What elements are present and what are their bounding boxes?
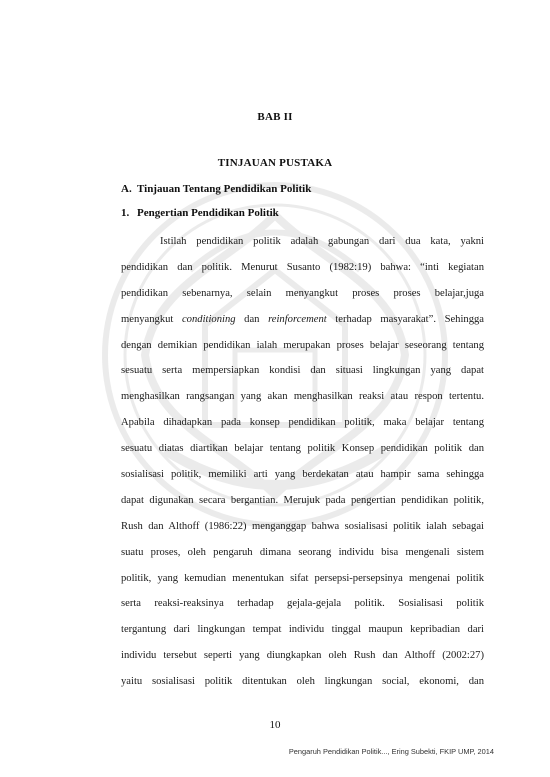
section-marker: A.: [121, 183, 132, 195]
paragraph-line: [121, 281, 484, 307]
text-run: politik, yang kemudian menentukan sifat persepsi-persepsinya mengenai politik: [121, 572, 484, 584]
paragraph-line: [121, 255, 484, 281]
text-run: sesuatu serta mempersiapkan kondisi dan situasi lingkungan yang dapat: [121, 365, 484, 377]
text-run: sosialisasi politik, memiliki arti yang berdekatan atau hampir sama sehingga: [121, 469, 484, 481]
paragraph-line: [121, 333, 484, 359]
paragraph-line: [121, 643, 484, 669]
paragraph-line: [121, 617, 484, 643]
paragraph-line: [121, 462, 484, 488]
subsection-title: Pengertian Pendidikan Politik: [137, 207, 279, 219]
page-footer: Pengaruh Pendidikan Politik..., Ering Subekti, FKIP UMP, 2014: [288, 747, 494, 756]
text-run: pendidikan dan politik. Menurut Susanto (1982:19) bahwa: “inti kegiatan: [121, 261, 484, 273]
text-run: dan: [235, 313, 269, 325]
text-run: suatu proses, oleh pengaruh dimana seorang individu bisa mengenali sistem: [121, 546, 484, 558]
text-run: menyangkut: [121, 313, 182, 325]
paragraph-line: [121, 566, 484, 592]
paragraph-line: [121, 307, 484, 333]
text-run: Rush dan Althoff (1986:22) menganggap bahwa sosialisasi politik ialah sebagai: [121, 520, 484, 532]
paragraph-line: [121, 384, 484, 410]
body-paragraph: [121, 229, 484, 695]
italic-term: conditioning: [181, 313, 236, 325]
text-run: yaitu sosialisasi politik ditentukan oleh lingkungan social, ekonomi, dan: [121, 676, 484, 688]
paragraph-line: [121, 488, 484, 514]
italic-term: reinforcement: [268, 313, 327, 325]
subsection-heading: [121, 207, 279, 219]
paragraph-line: [121, 540, 484, 566]
paragraph-line: [121, 410, 484, 436]
text-run: Istilah pendidikan politik adalah gabungan dari dua kata, yakni: [160, 236, 484, 247]
text-run: Apabila dihadapkan pada konsep pendidikan politik, maka belajar tentang: [121, 417, 484, 429]
section-title: Tinjauan Tentang Pendidikan Politik: [137, 183, 312, 195]
section-heading: [121, 183, 311, 195]
text-run: serta reaksi-reaksinya terhadap gejala-gejala politik. Sosialisasi politik: [121, 598, 484, 610]
text-run: dengan demikian pendidikan ialah merupakan proses belajar seseorang tentang: [121, 339, 484, 351]
paragraph-line: [121, 229, 484, 255]
text-run: menghasilkan rangsangan yang akan menghasilkan reaksi atau respon tertentu.: [121, 391, 484, 403]
text-run: tergantung dari lingkungan tempat individu tinggal maupun kepribadian dari: [121, 624, 484, 636]
paragraph-line: [121, 669, 484, 695]
paragraph-line: [121, 514, 484, 540]
page-number: 10: [269, 719, 281, 731]
paragraph-line: [121, 436, 484, 462]
text-run: dapat digunakan secara bergantian. Merujuk pada pengertian pendidikan politik,: [121, 494, 484, 506]
text-run: individu tersebut seperti yang diungkapkan oleh Rush dan Althoff (2002:27): [121, 650, 484, 662]
chapter-number: BAB II: [257, 111, 293, 123]
chapter-title: TINJAUAN PUSTAKA: [217, 157, 333, 169]
subsection-marker: 1.: [121, 207, 130, 219]
paragraph-line: [121, 358, 484, 384]
text-run: terhadap masyarakat”. Sehingga: [326, 313, 484, 325]
text-run: pendidikan sebenarnya, selain menyangkut proses proses belajar,juga: [121, 287, 484, 299]
text-run: sesuatu diatas diartikan belajar tentang politik Konsep pendidikan politik dan: [121, 443, 484, 455]
paragraph-line: [121, 591, 484, 617]
